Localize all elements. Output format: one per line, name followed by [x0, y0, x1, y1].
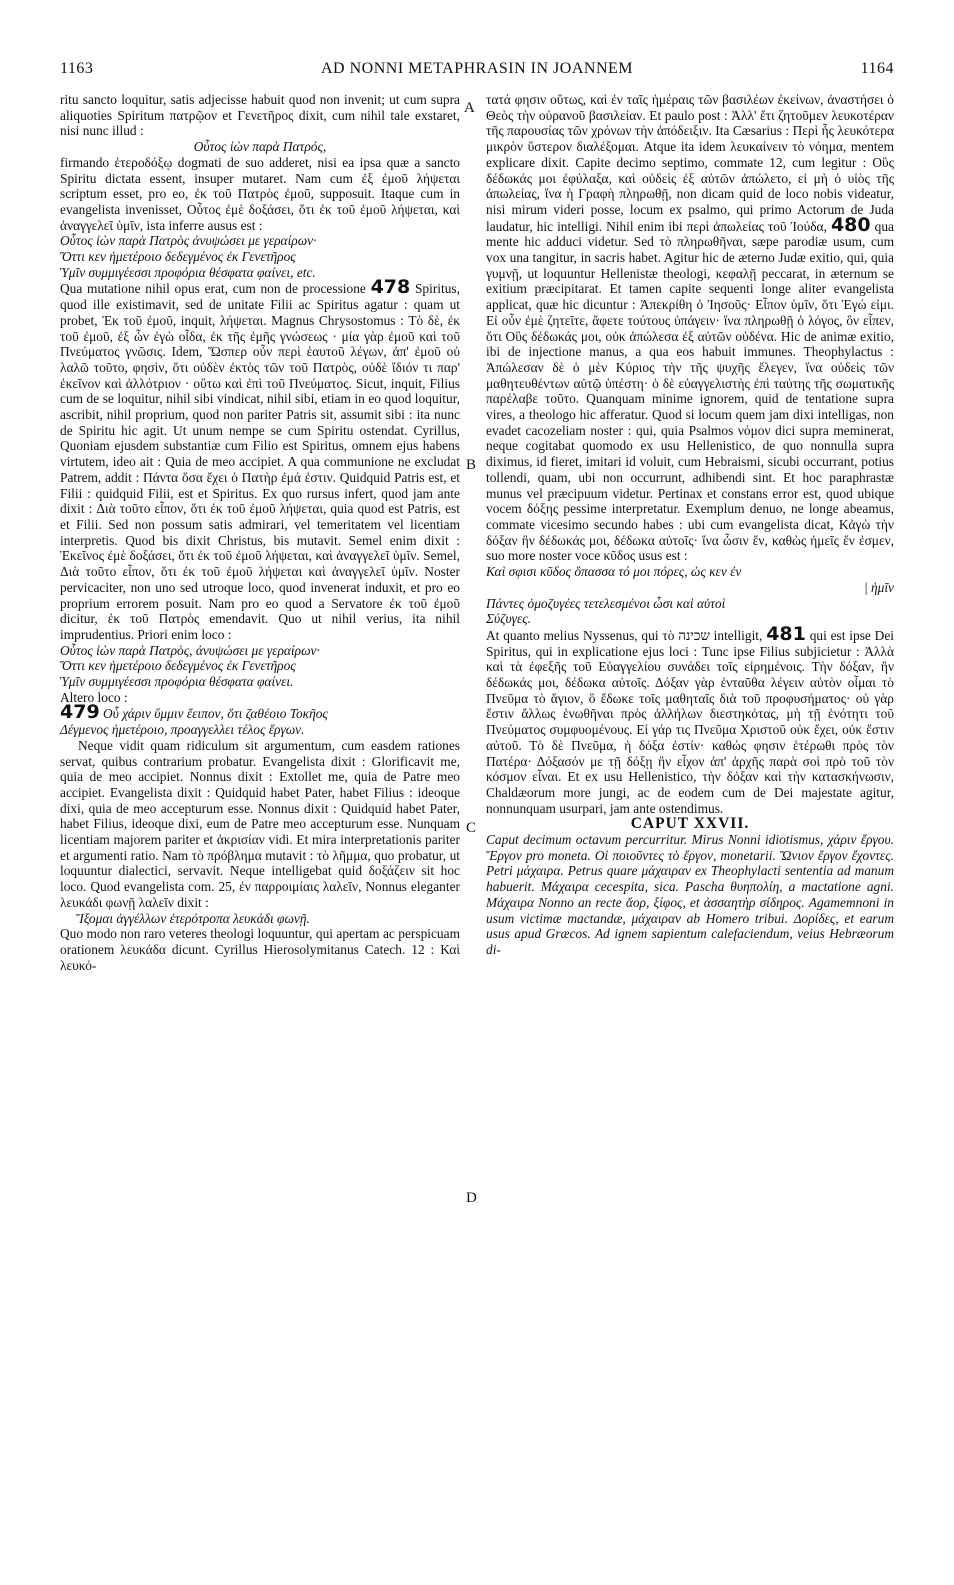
paragraph — [486, 92, 894, 564]
greek-verse: Σύζυγες. — [486, 611, 532, 627]
chapter-summary: Caput decimum octavum percurritur. Mirus Nonni idiotismus, χάριν ἔργου. Ἔργον pro moneta. Οἱ ποιοῦντες τὸ ἔργον, monetarii. Ὤνιον ἔργον ἔχοντες. Petri μάχαιρα. Petrus quare μάχαιραν ex Theophylacti sententia ad manum habuerit. Μάχαιρα cecespita, sica. Pascha θυηπολίη, a mactatione agni. Μάχαιρα Nonno an recte ἄορ, ξίφος, et ἀσσαητὴρ σίδηρος. Agamemnoni in usum victimæ mactandæ, μάχαιραν ab Homero tribui. Δορίδες, et earum usus apud Græcos. Ad ignem sapientum calefaciendum, veius Hebræorum di- — [486, 832, 894, 957]
greek-verse: Ὅττι κεν ἡμετέροιο δεδεγμένος ἐκ Γενετῆρος — [60, 249, 296, 265]
greek-verse: Ὅττι κεν ἡμετέροιο δεδεγμένος ἐκ Γενετῆρος — [60, 658, 296, 674]
right-column — [486, 92, 894, 958]
left-column — [60, 92, 460, 973]
paragraph — [60, 276, 460, 642]
greek-verse: Οὗτος ἰὼν παρὰ Πατρὸς ἀνυψώσει με γεραίρων· — [60, 233, 317, 249]
greek-verse: Δέγμενος ἡμετέροιο, προαγγελλει τέλος ἔργων. — [60, 722, 305, 738]
paragraph: Altero loco : — [60, 689, 128, 705]
column-marker-480: 480 — [830, 213, 871, 236]
greek-verse: Πάντες ὁμοζυγέες τετελεσμένοι ὦσι καὶ αὐτοὶ — [486, 595, 726, 611]
text-run: At quanto melius Nyssenus, qui τὸ — [486, 627, 675, 643]
text-run: qui est ipse Dei Spiritus, qui in explicatione ejus loci : Tunc ipse Filius subjicietur : Ἀλλὰ καὶ τὰ ἐφεξῆς τοῦ Εὐαγγελίου συνάδει τοῖς εἰρημένοις. Τὴν δόξαν, ἣν δέδωκάς μοι, δέδωκα αὐτοῖς. Δόξαν γὰρ ἐνταῦθα λέγειν αὐτὸν οἶμαι τὸ Πνεῦμα τὸ ἅγιον, ὃ ἔδωκε τοῖς μαθηταῖς διὰ τοῦ προφυσήματος· οὐ γὰρ ἔστιν ἄλλως ἑνωθῆναι πρὸς ἀλλήλων διεστηκότας, μὴ τῇ ἑνότητι τοῦ Πνεύματος συμφυομένους. Εἰ γάρ τις Πνεῦμα Χριστοῦ οὐκ ἔχει, οὐκ ἔστιν αὐτοῦ. Τὸ δὲ Πνεῦμα, ἡ δόξα ἐστίν· καθώς φησιν ἑτέρωθι πρὸς τὸν Πατέρα· Δόξασόν με τῇ δόξῃ ἣν εἶχον ἀπ' ἀρχῆς παρὰ σοὶ πρὸ τοῦ τὸν κόσμον εἶναι. Et ex usu Hellenistico, τὴν δόξαν καὶ τὴν κατασκήνωσιν, Chaldæorum more jungi, ac de eodem cum de Dei majestate agitur, nonnunquam usurpari, jam ante ostendimus. — [486, 627, 894, 816]
margin-letter-a: A — [464, 100, 475, 116]
text-run: qua mente hic adduci videtur. Sed τὸ πληρωθῆναι, sæpe parodiæ usum, cum vox una tangitur, in sacris habet. Agitur hic de æterno Judæ exitio, qui, quia γυμνῇ, ut loquuntur Hellenistæ theologi, κεφαλῇ peccarat, in æternum se exitium præcipitarat. Et tamen capite sequenti longe aliter evangelista applicat, quæ hic dicuntur : Ἀπεκρίθη ὁ Ἰησοῦς· Εἶπον ὑμῖν, ὅτι Ἐγώ εἰμι. Εἰ οὖν ἐμὲ ζητεῖτε, ἄφετε τούτους ὑπάγειν· ἵνα πληρωθῇ ὁ λόγος, ὃν εἶπεν, ὅτι Οὓς δέδωκάς μοι, οὐκ ἀπώλεσα ἐξ αὐτῶν οὐδένα. Hic de animæ exitio, ibi de injectione manus, a qua eos habuit immunes. Theophylactus : Ἀπώλεσαν δὲ ὁ μὲν Κύριος τὴν τῆς ψυχῆς ἔλεγεν, ἵνα οὐδεὶς τῶν μαθητευθέντων αὐτῷ ὑπέστη· ὁ δὲ εὐαγγελιστὴς ἐπὶ ταύτης τῆς σωματικῆς παρέλαβε τοῦτο. Quanquam minime ignorem, quid de tentatione supra vires, a theologo hic afferatur. Quod si locum quem jam dixi intelligas, non evadet cacozeliam noster : qui, quia Psalmos νόμον dici supra meminerat, neque cogitabat quomodo ex usu Hellenistico, de quo nonnulla supra diximus, id fieret, imitari id voluit, cum Hebraismi, sicubi occurrant, potius tollendi, quam, ubi non occurrunt, adhibendi sint. Et hoc paraphrastæ munus vel præcipuum videtur. Pertinax et constans error est, quod ubique vocem δόξης pessime interpretatur. Exemplum denuo, ne longe abeamus, commate vicesimo secundo habes : ubi cum evangelista dicat, Κἀγὼ τὴν δόξαν ἣν δέδωκάς μοι, δέδωκα αὐτοῖς· ἵνα ὦσιν ἕν, καθὼς ἡμεῖς ἕν ἐσμεν, suo more noster voce κῦδος usus est : — [486, 218, 894, 564]
paragraph: ritu sancto loquitur, satis adjecisse habuit quod non invenit; ut cum supra aliquoties Spiritum πατρῷον et Γενετῆρος dixit, cum nihil tale exstaret, nisi nunc illud : — [60, 92, 460, 139]
greek-verse: Ἴξομαι ἀγγέλλων ἑτερότροπα λευκάδι φωνῇ. — [76, 910, 310, 926]
greek-verse: Ὑμῖν συμμιγέεσσι προφόρια θέσφατα φαίνει. — [60, 674, 294, 690]
column-marker-481: 481 — [766, 622, 806, 645]
greek-verse: Οὗτος ἰὼν παρὰ Πατρὸς, ἀνυψώσει με γεραίρων· — [60, 642, 320, 658]
margin-letter-c: C — [466, 820, 477, 836]
text-run: intelligit, — [713, 627, 763, 643]
column-marker-479: 479 — [60, 701, 100, 724]
greek-verse: Οὗτος ἰὼν παρὰ Πατρός, — [193, 139, 327, 155]
text-run: Spiritus, quod ille existimavit, sed de unitate Filii ac Spiritus agatur : quam ut probet, Ἐκ τοῦ ἐμοῦ, inquit, λήψεται. Magnus Chrysostomus : Τὸ δὲ, ἐκ τοῦ ἐμοῦ, ἐξ ὧν ἐγὼ οἶδα, ἐκ τῆς ἐμῆς γνώσεως · μία γὰρ ἐμοῦ καὶ τοῦ Πνεύματος γνῶσις. Idem, Ὥσπερ οὖν περὶ ἑαυτοῦ λέγων, ἀπ' ἐμοῦ οὐ λαλῶ τοῦτο, φησὶν, ὅτι οὐδὲν ἐκτὸς τῶν τοῦ Πατρὸς, οὐδὲ ἴδιόν τι παρ' ἐκεῖνον καὶ ἀλλότριον · οὕτω καὶ ἐπὶ τοῦ Πνεύματος. Sicut, inquit, Filius cum de se loquitur, nihil sibi vindicat, nihil sibi, etiam in eo quod loquitur, ascribit, nihil proprium, quod non pariter Patris sit, assumit sibi : ita nunc de Spiritu hic agit. Ut unum nempe se cum Spiritu ostendat. Cyrillus, Quoniam ejusdem substantiæ cum Filio est Spiritus, omnem ejus habens virtutem, ideo ait : Quia de meo accipiet. A qua communione ne excludat Patrem, addit : Πάντα ὅσα ἔχει ὁ Πατὴρ ἐμά ἐστιν. Quidquid Patris est, et Filii : quidquid Filii, est et Spiritus. Ex quo rursus infert, quod jam ante dixit : Διὰ τοῦτο εἶπον, ὅτι ἐκ τοῦ ἐμοῦ λήψεται, quia quod est Patris, est et Filii. Sed non possum satis admirari, vel temeritatem vel licentiam interpretis. Quod bis dixit Christus, bis mutavit. Semel enim dixit : Ἐκεῖνος ἐμὲ δοξάσει, ὅτι ἐκ τοῦ ἐμοῦ λήψεται, καὶ ἀναγγελεῖ ὑμῖν. Semel, Διὰ τοῦτο εἶπον, ὅτι ἐκ τοῦ ἐμοῦ λήψεται καὶ ἀναγγελεῖ ὑμῖν. Noster pervicaciter, non uno sed utroque loco, quod invenerat induxit, et pro eo proprium errorem posuit. Nam pro eo quod a Servatore ἐκ τοῦ ἐμοῦ dicitur, ἐκ τοῦ Πατρὸς emendavit. Quo ut nihil verius, ita nihil imprudentius. Priori enim loco : — [60, 281, 460, 642]
hebrew-word: שכינה — [678, 627, 710, 643]
margin-letter-d: D — [466, 1190, 477, 1206]
greek-verse: | ἡμῖν — [863, 579, 894, 595]
greek-verse: Καὶ σφισι κῦδος ὅπασσα τό μοι πόρες, ὡς κεν ἐν — [486, 564, 742, 580]
paragraph: Quo modo non raro veteres theologi loquuntur, qui apertam ac perspicuam orationem λευκάδα dicunt. Cyrillus Hierosolymitanus Catech. 12 : Καὶ λευκό- — [60, 926, 460, 973]
column-marker-478: 478 — [370, 276, 411, 299]
chapter-heading: CAPUT XXVII. — [630, 815, 750, 833]
greek-verse: Ὑμῖν συμμιγέεσσι προφόρια θέσφατα φαίνει, etc. — [60, 264, 316, 280]
paragraph — [486, 622, 894, 816]
page-number-left: 1163 — [60, 60, 94, 77]
margin-letter-b: B — [466, 457, 477, 473]
text-run: Οὗ χάριν ὕμμιν ἔειπον, ὅτι ζαθέοιο Τοκῆος — [103, 706, 328, 722]
paragraph: Neque vidit quam ridiculum sit argumentum, cum easdem rationes servat, quibus contrarium probatur. Evangelista dixit : Glorificavit me, quia de meo accipiet. Nonnus dixit : Extollet me, quia de Patre meo accipiet. Evangelista dixit : Quidquid habet Pater, habet Filius : ideoque dixi, quia de meo accepturum esse. Nonnus dixit : Quidquid habet Pater, habet Filius, ideoque dixi, eum de Patre meo accepturum esse. Nunquam licentiam majorem pariter et ἀκρισίαν vidi. Et mira interpretationis pariter et argumenti ratio. Nam τὸ πρόβλημα mutavit : τὸ λῆμμα, quo probatur, ut loquuntur dialectici, servavit. Neque intelligebat quid δοξάζειν sit hoc loco. Quod evangelista com. 25, ἐν παρροιμίαις λαλεῖν, Nonnus eleganter λευκάδι φωνῇ λαλεῖν dixit : — [60, 737, 460, 910]
paragraph: firmando ἑτεροδόξῳ dogmati de suo adderet, nisi ea ipsa quæ a sancto Spiritu dictata essent, insuper mutaret. Nam cum ἐξ ἐμοῦ λήψεται scriptum esset, pro eo, ἐκ τοῦ Πατρὸς ἐμοῦ, supposuit. Itaque cum in evangelista invenisset, Οὗτος ἐμὲ δοξάσει, ὅτι ἐκ τοῦ ἐμοῦ λήψεται, καὶ ἀναγγελεῖ ὑμῖν, ista inferre ausus est : — [60, 154, 460, 233]
page-number-right: 1164 — [860, 60, 894, 77]
running-title: AD NONNI METAPHRASIN IN JOANNEM — [321, 60, 633, 77]
text-run: τατά φησιν οὕτως, καὶ ἐν ταῖς ἡμέραις τῶν βασιλέων ἐκείνων, ἀναστήσει ὁ Θεὸς τὴν οὐρανοῦ βασιλείαν. Et paulo post : Ἀλλ' ἔτι ζητοῦμεν λευκοτέραν τῆς παρουσίας τῶν χρόνων τὴν ἀπόδειξιν. Ita Cæsarius : Περὶ ἧς λευκότερα μικρὸν ὕστερον διαλέξομαι. Atque ita idem λευκαίνειν τὸ νόημα, mentem explicare dixit. Capite decimo septimo, commate 12, cum legitur : Οὓς δέδωκάς μοι ἐφύλαξα, καὶ οὐδεὶς ἐξ αὐτῶν ἀπώλετο, εἰ μὴ ὁ υἱὸς τῆς ἀπωλείας, ἵνα ἡ Γραφὴ πληρωθῇ, non dicam quid de loco nobis videatur, nisi mirum videri posse, locum ex psalmo, qui primo Actorum de Juda laudatur, hic intelligi. Nihil enim ibi περὶ ἀπωλείας τοῦ Ἰούδα, — [486, 92, 894, 234]
text-run: Qua mutatione nihil opus erat, cum non de processione — [60, 281, 366, 297]
greek-verse — [60, 701, 460, 724]
page-header — [60, 60, 894, 84]
